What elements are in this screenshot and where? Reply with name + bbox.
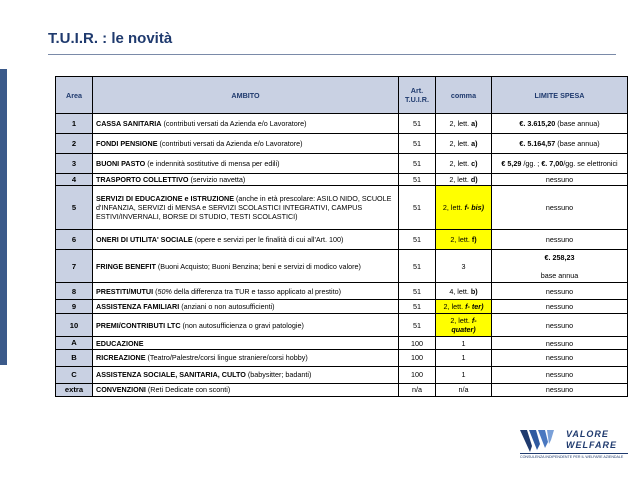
row-art: 100 bbox=[399, 349, 436, 366]
row-ambito bbox=[93, 154, 399, 174]
row-comma-letter: f- ter) bbox=[465, 302, 484, 312]
row-ambito bbox=[93, 250, 399, 283]
row-art: 51 bbox=[399, 114, 436, 134]
row-limite: nessuno bbox=[492, 337, 628, 349]
tuir-table-wrapper bbox=[55, 76, 627, 397]
row-comma bbox=[436, 283, 492, 300]
row-comma-letter: c) bbox=[471, 159, 478, 168]
row-comma: 1 bbox=[436, 337, 492, 349]
table-row bbox=[56, 383, 628, 396]
row-desc: (Teatro/Palestre/corsi lingue straniere/corsi hobby) bbox=[145, 353, 308, 363]
row-area: 5 bbox=[56, 186, 93, 230]
row-desc: (non autosufficienza o gravi patologie) bbox=[180, 320, 304, 330]
header-art bbox=[399, 77, 436, 114]
row-comma bbox=[436, 186, 492, 230]
row-limite-amount: €. 5.164,57 bbox=[519, 139, 556, 148]
row-name: EDUCAZIONE bbox=[96, 338, 144, 348]
logo-tagline: CONSULENZA INDIPENDENTE PER IL WELFARE AZIENDALE bbox=[520, 455, 624, 459]
table-row bbox=[56, 154, 628, 174]
row-area: 7 bbox=[56, 250, 93, 283]
row-limite-amount-2: €. 7,00 bbox=[541, 159, 564, 168]
row-art: 51 bbox=[399, 230, 436, 250]
row-desc: (babysitter; badanti) bbox=[245, 370, 312, 380]
row-comma-pre: 2, lett. bbox=[449, 119, 472, 128]
row-name: RICREAZIONE bbox=[96, 353, 146, 363]
table-row bbox=[56, 337, 628, 349]
table-row bbox=[56, 114, 628, 134]
row-limite: nessuno bbox=[492, 300, 628, 314]
row-limite-note: (base annua) bbox=[555, 119, 600, 128]
row-name: PRESTITI/MUTUI bbox=[96, 286, 154, 296]
row-comma bbox=[436, 314, 492, 337]
row-limite: nessuno bbox=[492, 283, 628, 300]
row-art: 51 bbox=[399, 314, 436, 337]
row-area: extra bbox=[56, 383, 93, 396]
row-comma: 3 bbox=[436, 250, 492, 283]
table-row bbox=[56, 283, 628, 300]
table-row bbox=[56, 300, 628, 314]
row-comma-letter: b) bbox=[470, 286, 478, 296]
row-comma-letter: d) bbox=[470, 175, 478, 185]
row-comma-pre: 2, lett. bbox=[449, 139, 472, 148]
row-ambito bbox=[93, 186, 399, 230]
header-limite: LIMITE SPESA bbox=[492, 77, 628, 114]
row-area: B bbox=[56, 349, 93, 366]
row-area: 9 bbox=[56, 300, 93, 314]
logo-text-welfare: WELFARE bbox=[566, 440, 617, 450]
row-limite bbox=[492, 134, 628, 154]
row-desc: (opere e servizi per le finalità di cui all'Art. 100) bbox=[192, 235, 344, 245]
row-ambito bbox=[93, 314, 399, 337]
row-name: ASSISTENZA SOCIALE, SANITARIA, CULTO bbox=[96, 370, 246, 380]
row-area: 6 bbox=[56, 230, 93, 250]
row-limite-note: /gg. se elettronici bbox=[563, 159, 618, 168]
table-row bbox=[56, 366, 628, 383]
header-comma: comma bbox=[436, 77, 492, 114]
table-row bbox=[56, 230, 628, 250]
row-limite: nessuno bbox=[492, 314, 628, 337]
row-comma-letter: f- quater) bbox=[451, 316, 477, 335]
row-limite bbox=[492, 154, 628, 174]
row-comma-pre: 2, lett. bbox=[442, 203, 465, 213]
row-desc-pre: ( bbox=[153, 286, 158, 296]
logo-text-valore: VALORE bbox=[566, 429, 609, 439]
row-comma-pre: 2, lett. bbox=[443, 302, 466, 312]
row-limite: nessuno bbox=[492, 174, 628, 186]
row-area: 1 bbox=[56, 114, 93, 134]
row-comma-pre: 4, lett. bbox=[449, 286, 471, 296]
row-desc: (Reti Dedicate con sconti) bbox=[145, 385, 231, 395]
row-area: C bbox=[56, 366, 93, 383]
row-name: ASSISTENZA FAMILIARI bbox=[96, 302, 180, 312]
row-area: A bbox=[56, 337, 93, 349]
row-desc-post: della differenza tra TUR e tasso applicato al prestito) bbox=[171, 286, 342, 296]
row-area: 8 bbox=[56, 283, 93, 300]
row-limite: nessuno bbox=[492, 366, 628, 383]
row-art: 51 bbox=[399, 134, 436, 154]
row-name: ONERI DI UTILITA' SOCIALE bbox=[96, 235, 193, 245]
row-comma bbox=[436, 114, 492, 134]
row-name: FONDI PENSIONE bbox=[96, 139, 158, 148]
row-comma-pre: 2, lett. bbox=[450, 235, 472, 245]
row-comma bbox=[436, 230, 492, 250]
row-comma bbox=[436, 174, 492, 186]
row-ambito bbox=[93, 383, 399, 396]
row-area: 4 bbox=[56, 174, 93, 186]
row-limite-amount: €. 3.615,20 bbox=[519, 119, 556, 128]
row-comma-letter: f) bbox=[471, 235, 477, 245]
table-row bbox=[56, 174, 628, 186]
row-desc: (anziani o non autosufficienti) bbox=[179, 302, 275, 312]
logo-w-icon bbox=[520, 428, 556, 456]
row-limite-note: (base annua) bbox=[555, 139, 600, 148]
row-desc: (contributi versati da Azienda e/o Lavoratore) bbox=[157, 139, 303, 148]
tuir-table bbox=[55, 76, 628, 397]
row-art: n/a bbox=[399, 383, 436, 396]
row-comma-letter: a) bbox=[471, 139, 478, 148]
row-ambito bbox=[93, 366, 399, 383]
row-comma bbox=[436, 154, 492, 174]
row-limite-amount: € 5,29 bbox=[501, 159, 522, 168]
row-limite bbox=[492, 250, 628, 283]
row-comma: 1 bbox=[436, 349, 492, 366]
row-limite: nessuno bbox=[492, 186, 628, 230]
table-row bbox=[56, 134, 628, 154]
row-limite-note: base annua bbox=[540, 270, 579, 280]
logo-divider bbox=[520, 453, 628, 454]
row-area: 10 bbox=[56, 314, 93, 337]
row-limite: nessuno bbox=[492, 383, 628, 396]
title-underline bbox=[48, 54, 616, 55]
table-row bbox=[56, 186, 628, 230]
row-ambito bbox=[93, 349, 399, 366]
row-art: 100 bbox=[399, 366, 436, 383]
header-art-line2: T.U.I.R. bbox=[405, 95, 429, 104]
row-art: 51 bbox=[399, 186, 436, 230]
row-comma: n/a bbox=[436, 383, 492, 396]
row-limite-unit: /gg. ; bbox=[521, 159, 542, 168]
row-ambito bbox=[93, 337, 399, 349]
row-art: 51 bbox=[399, 300, 436, 314]
table-row bbox=[56, 314, 628, 337]
table-row bbox=[56, 250, 628, 283]
header-area: Area bbox=[56, 77, 93, 114]
row-art: 51 bbox=[399, 283, 436, 300]
left-accent-bar bbox=[0, 69, 7, 365]
row-comma-letter: a) bbox=[471, 119, 478, 128]
row-desc: (Buoni Acquisto; Buoni Benzina; beni e servizi di modico valore) bbox=[155, 261, 361, 271]
row-art: 51 bbox=[399, 250, 436, 283]
row-art: 51 bbox=[399, 174, 436, 186]
row-comma-letter: f- bis) bbox=[464, 203, 485, 213]
table-header-row bbox=[56, 77, 628, 114]
row-desc: (e indennità sostitutive di mensa per edili) bbox=[145, 159, 280, 168]
row-comma bbox=[436, 300, 492, 314]
page-title: T.U.I.R. : le novità bbox=[48, 30, 173, 47]
row-desc: (contributi versati da Azienda e/o Lavoratore) bbox=[161, 119, 307, 128]
row-name: SERVIZI DI EDUCAZIONE e ISTRUZIONE bbox=[96, 194, 235, 204]
row-comma-pre: 2, lett. bbox=[449, 159, 472, 168]
row-limite: nessuno bbox=[492, 230, 628, 250]
row-comma-pre: 2, lett. bbox=[450, 316, 472, 326]
row-ambito bbox=[93, 283, 399, 300]
row-name: BUONI PASTO bbox=[96, 159, 146, 168]
row-ambito bbox=[93, 300, 399, 314]
row-name: CASSA SANITARIA bbox=[96, 119, 162, 128]
row-limite-amount: €. 258,23 bbox=[544, 252, 575, 262]
row-desc: (servizio navetta) bbox=[188, 175, 246, 185]
row-art: 51 bbox=[399, 154, 436, 174]
row-name: PREMI/CONTRIBUTI LTC bbox=[96, 320, 181, 330]
row-desc-percent: 50% bbox=[157, 286, 172, 296]
row-name: TRASPORTO COLLETTIVO bbox=[96, 175, 189, 185]
row-ambito bbox=[93, 230, 399, 250]
row-ambito bbox=[93, 114, 399, 134]
table-row bbox=[56, 349, 628, 366]
valore-welfare-logo bbox=[520, 428, 628, 462]
header-art-line1: Art. bbox=[410, 86, 424, 95]
row-name: CONVENZIONI bbox=[96, 385, 146, 395]
header-ambito: AMBITO bbox=[93, 77, 399, 114]
row-comma-pre: 2, lett. bbox=[449, 175, 471, 185]
row-limite bbox=[492, 114, 628, 134]
row-area: 3 bbox=[56, 154, 93, 174]
row-art: 100 bbox=[399, 337, 436, 349]
row-ambito bbox=[93, 134, 399, 154]
row-comma bbox=[436, 134, 492, 154]
row-comma: 1 bbox=[436, 366, 492, 383]
row-area: 2 bbox=[56, 134, 93, 154]
row-ambito bbox=[93, 174, 399, 186]
row-limite: nessuno bbox=[492, 349, 628, 366]
row-desc: (anche in età prescolare: ASILO NIDO, SCUOLE d'INFANZIA, SERVIZI di MENSA e SERVIZI SCOLASTICI INTEGRATIVI, CAMPUS ESTIVI/INVERNALI, BORSE DI STUDIO, TESTI SCOLASTICI) bbox=[96, 194, 392, 222]
row-name: FRINGE BENEFIT bbox=[96, 261, 156, 271]
